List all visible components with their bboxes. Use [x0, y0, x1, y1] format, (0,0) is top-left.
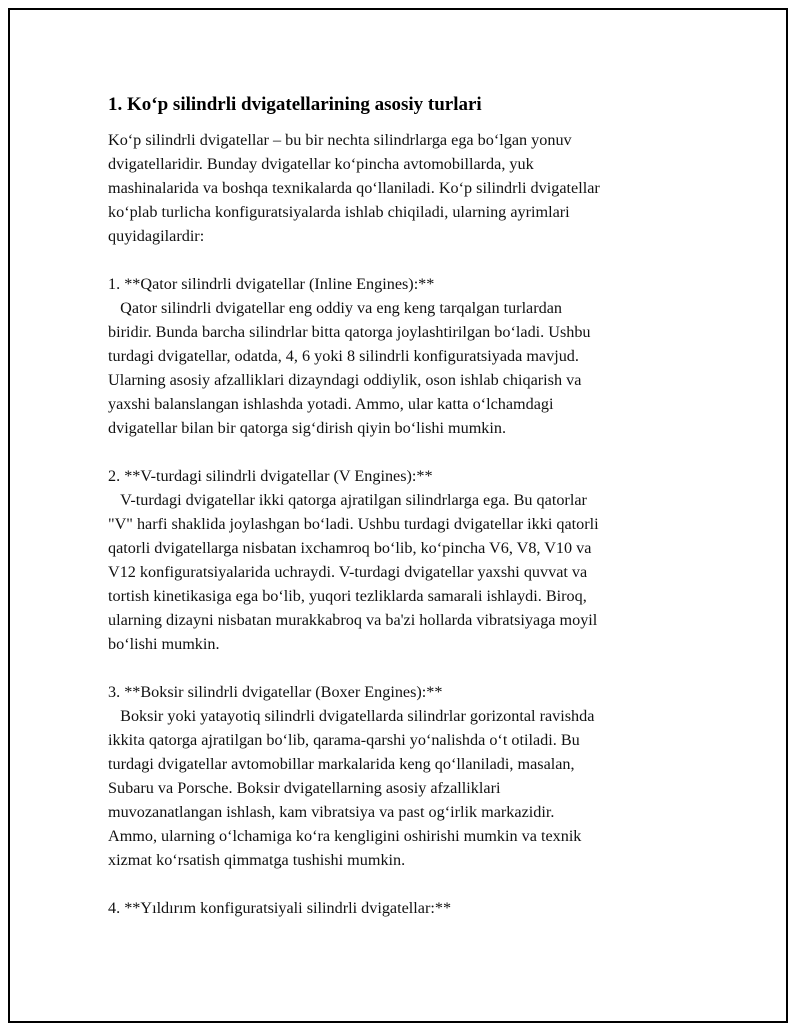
section-line: V-turdagi dvigatellar ikki qatorga ajratilgan silindrlarga ega. Bu qatorlar: [108, 491, 587, 509]
section-line: xizmat ko‘rsatish qimmatga tushishi mumkin.: [108, 851, 406, 869]
section-line: ularning dizayni nisbatan murakkabroq va ba'zi hollarda vibratsiyaga moyil: [108, 611, 598, 629]
section-line: dvigatellar bilan bir qatorga sig‘dirish qiyin bo‘lishi mumkin.: [108, 419, 507, 437]
paragraph-spacer: [108, 248, 688, 272]
section-v-engines: [108, 464, 688, 656]
intro-line: mashinalarida va boshqa texnikalarda qo‘llaniladi. Ko‘p silindrli dvigatellar: [108, 179, 600, 197]
intro-line: ko‘plab turlicha konfiguratsiyalarda ishlab chiqiladi, ularning ayrimlari: [108, 203, 570, 221]
paragraph-spacer: [108, 440, 688, 464]
section-title: 2. **V-turdagi silindrli dvigatellar (V Engines):**: [108, 467, 433, 485]
section-line: Ammo, ularning o‘lchamiga ko‘ra kengligini oshirishi mumkin va texnik: [108, 827, 582, 845]
intro-paragraph: [108, 128, 688, 248]
section-title: 3. **Boksir silindrli dvigatellar (Boxer Engines):**: [108, 683, 443, 701]
intro-line: dvigatellaridir. Bunday dvigatellar ko‘pincha avtomobillarda, yuk: [108, 155, 534, 173]
intro-line: quyidagilardir:: [108, 227, 205, 245]
section-boxer-engines: [108, 680, 688, 872]
section-line: Qator silindrli dvigatellar eng oddiy va eng keng tarqalgan turlardan: [108, 299, 563, 317]
section-inline-engines: [108, 272, 688, 440]
section-title: 4. **Yıldırım konfiguratsiyali silindrli dvigatellar:**: [108, 899, 452, 917]
intro-line: Ko‘p silindrli dvigatellar – bu bir nechta silindrlarga ega bo‘lgan yonuv: [108, 131, 572, 149]
section-line: biridir. Bunda barcha silindrlar bitta qatorga joylashtirilgan bo‘ladi. Ushbu: [108, 323, 591, 341]
section-line: qatorli dvigatellarga nisbatan ixchamroq bo‘lib, ko‘pincha V6, V8, V10 va: [108, 539, 592, 557]
paragraph-spacer: [108, 656, 688, 680]
section-line: Ularning asosiy afzalliklari dizayndagi oddiylik, oson ishlab chiqarish va: [108, 371, 582, 389]
paragraph-spacer: [108, 872, 688, 896]
section-line: "V" harfi shaklida joylashgan bo‘ladi. Ushbu turdagi dvigatellar ikki qatorli: [108, 515, 599, 533]
section-line: Boksir yoki yatayotiq silindrli dvigatellarda silindrlar gorizontal ravishda: [108, 707, 595, 725]
section-line: muvozanatlangan ishlash, kam vibratsiya va past og‘irlik markazidir.: [108, 803, 555, 821]
section-line: turdagi dvigatellar, odatda, 4, 6 yoki 8 silindrli konfiguratsiyada mavjud.: [108, 347, 579, 365]
section-line: yaxshi balanslangan ishlashda yotadi. Ammo, ular katta o‘lchamdagi: [108, 395, 554, 413]
section-line: V12 konfiguratsiyalarida uchraydi. V-turdagi dvigatellar yaxshi quvvat va: [108, 563, 588, 581]
section-line: bo‘lishi mumkin.: [108, 635, 220, 653]
document-body: [108, 92, 688, 920]
section-line: tortish kinetikasiga ega bo‘lib, yuqori tezliklarda samarali ishlaydi. Biroq,: [108, 587, 587, 605]
section-line: turdagi dvigatellar avtomobillar markalarida keng qo‘llaniladi, masalan,: [108, 755, 575, 773]
section-title: 1. **Qator silindrli dvigatellar (Inline Engines):**: [108, 275, 435, 293]
document-heading: 1. Ko‘p silindrli dvigatellarining asosiy turlari: [108, 94, 482, 115]
section-line: Subaru va Porsche. Boksir dvigatellarning asosiy afzalliklari: [108, 779, 501, 797]
section-lightning-config: [108, 896, 688, 920]
section-line: ikkita qatorga ajratilgan bo‘lib, qarama-qarshi yo‘nalishda o‘t otiladi. Bu: [108, 731, 580, 749]
